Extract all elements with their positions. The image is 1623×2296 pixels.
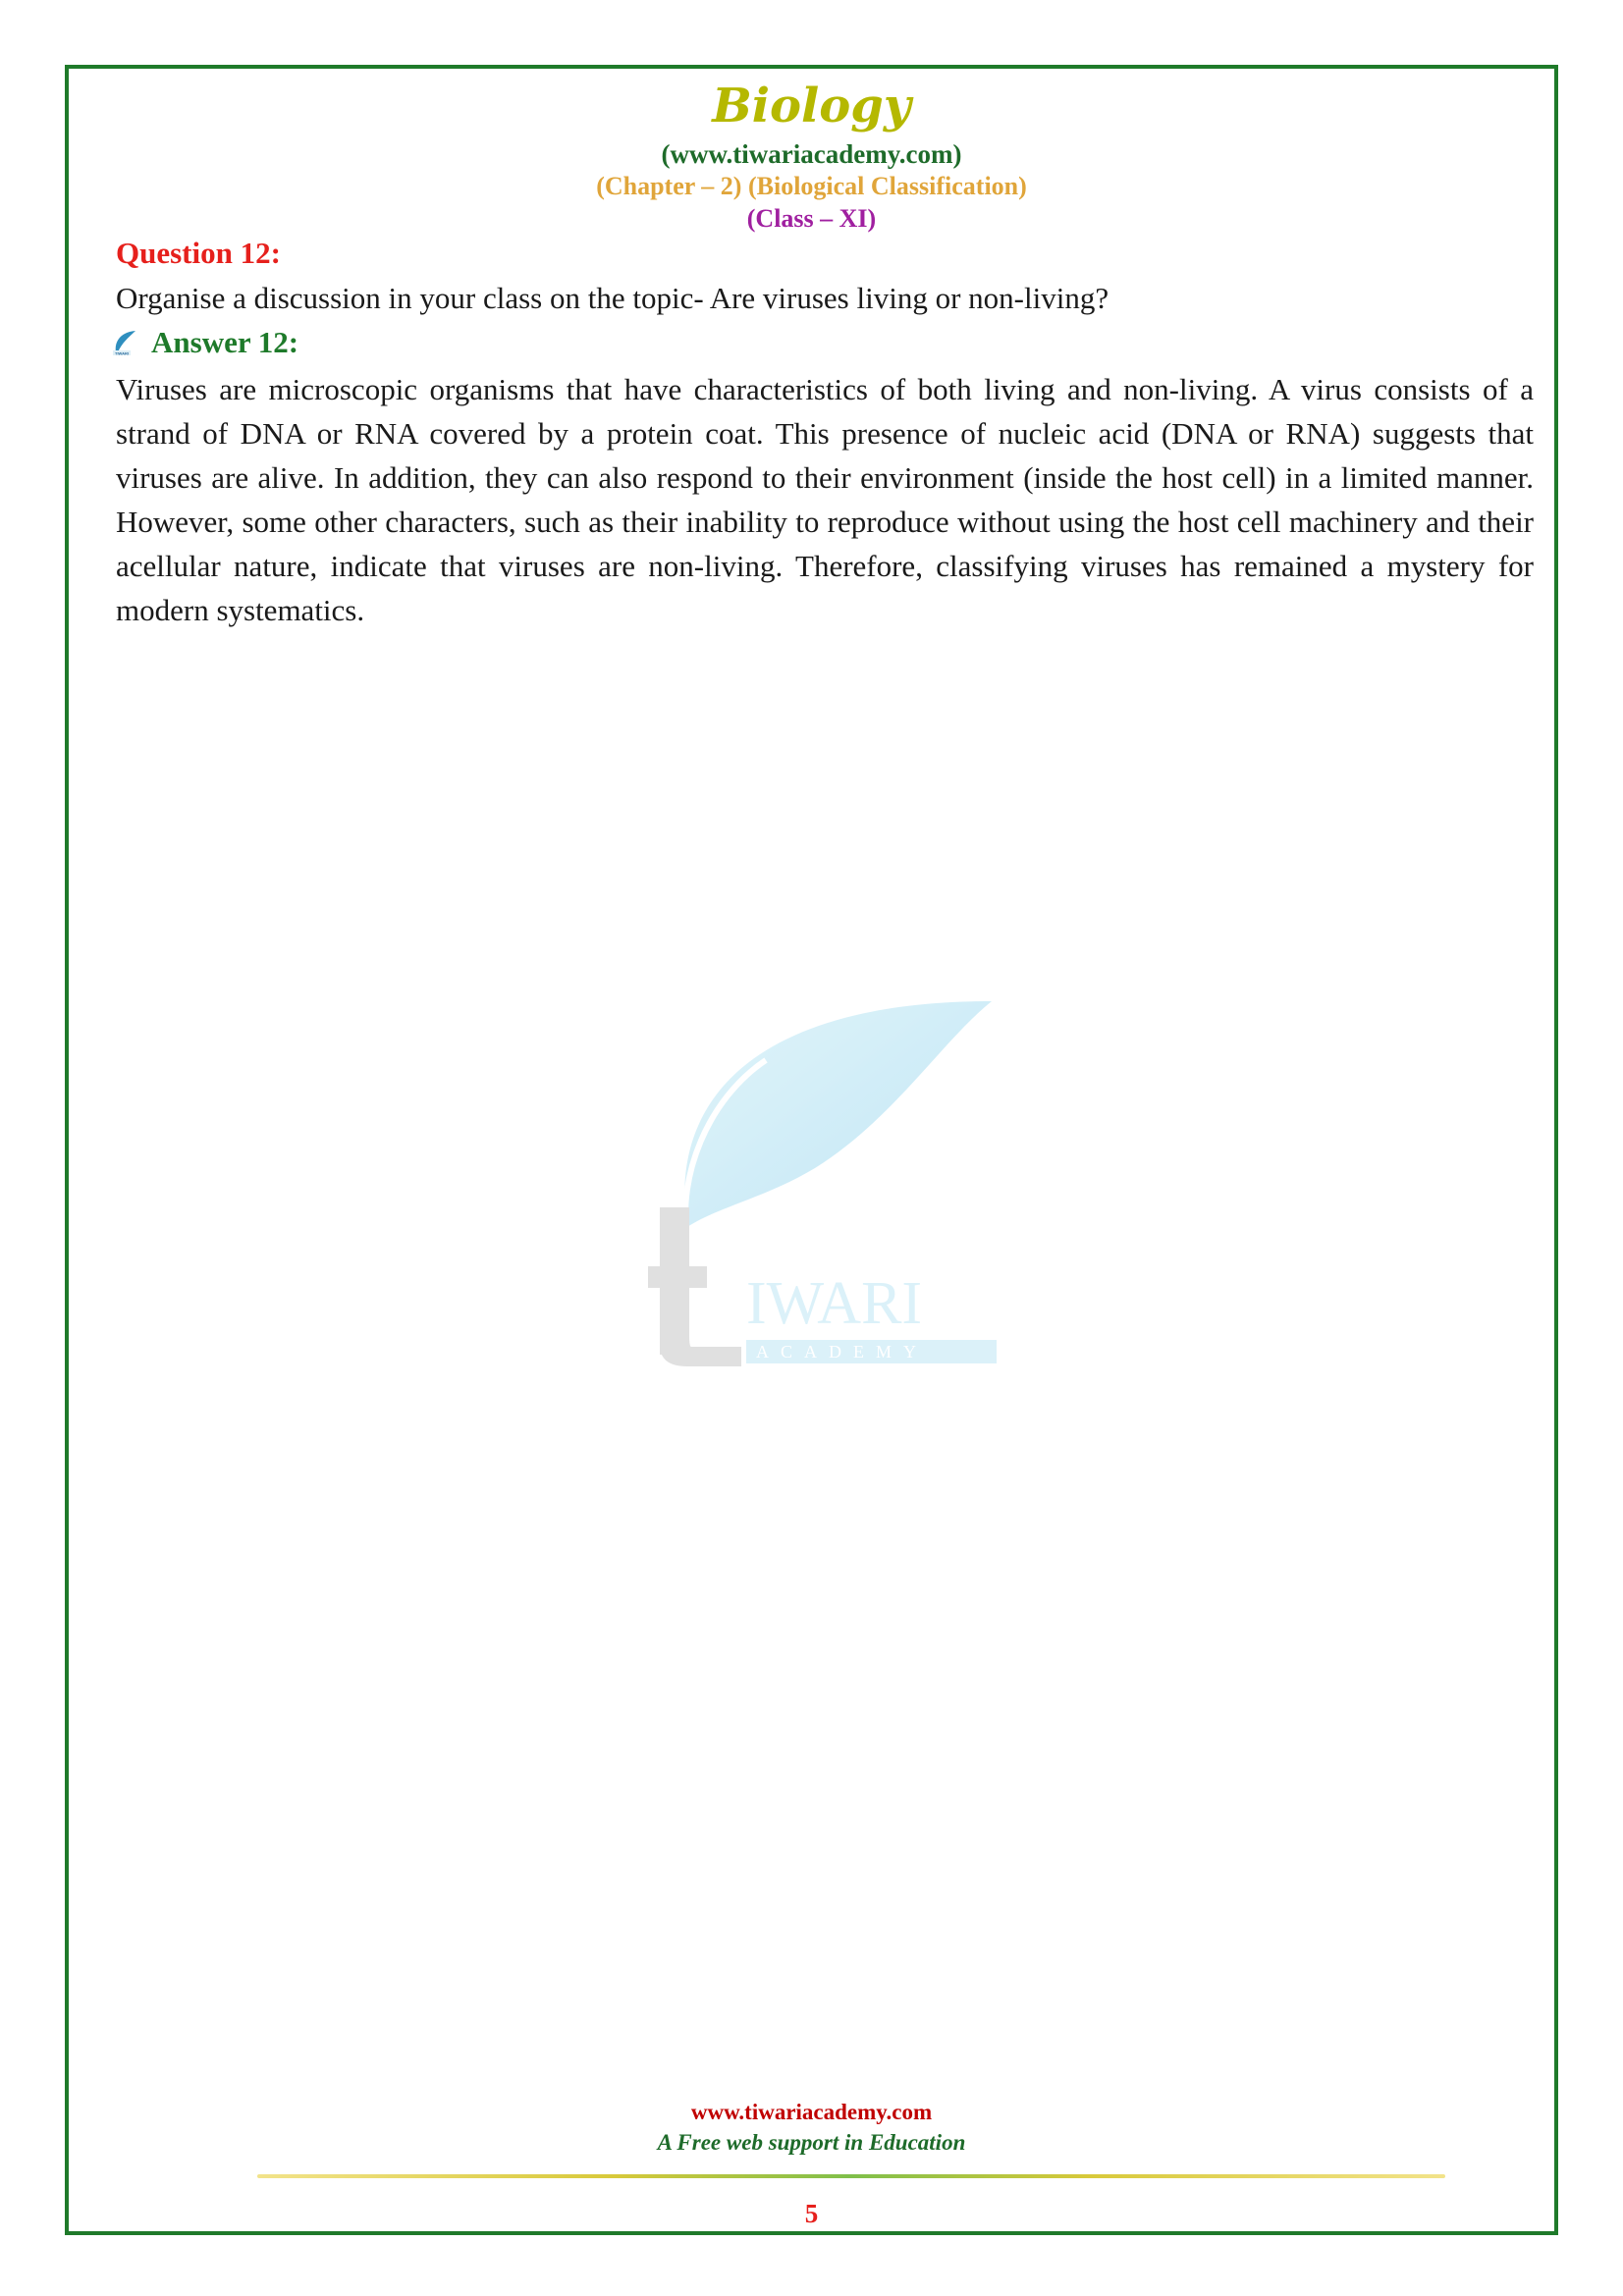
question-text: Organise a discussion in your class on the topic- Are viruses living or non-living? [116, 281, 1109, 315]
footer-url[interactable]: www.tiwariacademy.com [690, 2100, 933, 2124]
answer-text: Viruses are microscopic organisms that have characteristics of both living and non-living. A virus consists of a strand of DNA or RNA covered by a protein coat. This presence of nucleic acid (DNA or RNA) suggests that viruses are alive. In addition, they can also respond to their environment (inside the host cell) in a limited manner. However, some other characters, such as their inability to reproduce without using the host cell machinery and their acellular nature, indicate that viruses are non-living. Therefore, classifying viruses has remained a mystery for modern systematics. [116, 372, 1534, 627]
page-number: 5 [804, 2199, 819, 2228]
tiwari-leaf-icon [112, 329, 137, 356]
header-website: (www.tiwariacademy.com) [661, 139, 962, 169]
watermark-sub: ACADEMY [756, 1342, 929, 1362]
answer-heading-row [112, 325, 298, 360]
question-heading: Question 12: [116, 236, 281, 270]
watermark-leaf [684, 1001, 992, 1227]
footer-divider [257, 2174, 1445, 2178]
watermark-t-bar [648, 1266, 707, 1288]
class-label: (Class – XI) [746, 204, 877, 233]
watermark-brand: IWARI [746, 1270, 923, 1337]
svg-text:TIWARI: TIWARI [115, 350, 129, 356]
subject-title: Biology [712, 79, 911, 133]
answer-heading-label: Answer 12: [151, 325, 299, 359]
tiwari-academy-watermark [648, 982, 1001, 1374]
footer-tagline: A Free web support in Education [657, 2130, 966, 2155]
chapter-title: (Chapter – 2) (Biological Classification) [596, 172, 1027, 200]
